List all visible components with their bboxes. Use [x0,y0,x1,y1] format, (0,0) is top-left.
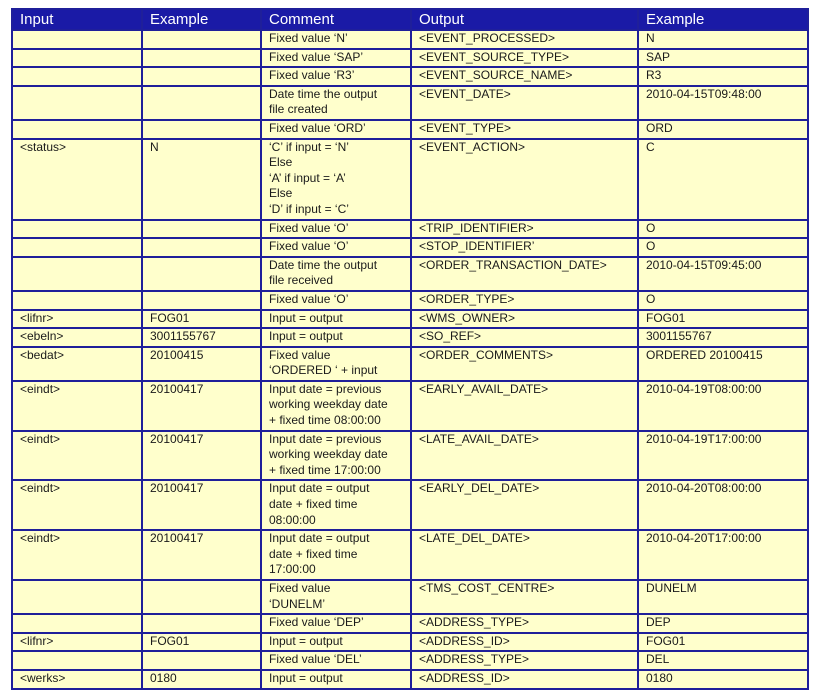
input-example-cell: 20100417 [142,431,261,481]
output-example-cell: O [638,291,808,310]
output-example-cell: O [638,220,808,239]
comment-cell: Fixed value ‘DUNELM’ [261,580,411,614]
input-cell: <ebeln> [12,328,142,347]
input-cell [12,238,142,257]
input-cell: <lifnr> [12,633,142,652]
input-cell: <eindt> [12,431,142,481]
input-cell [12,30,142,49]
table-row [12,633,808,652]
input-cell [12,651,142,670]
table-row [12,670,808,689]
input-example-cell [142,86,261,120]
input-example-cell: N [142,139,261,220]
output-example-cell: DEP [638,614,808,633]
comment-cell: Fixed value ‘R3’ [261,67,411,86]
input-cell: <eindt> [12,381,142,431]
output-cell: <STOP_IDENTIFIER’ [411,238,638,257]
header-input: Input [12,9,142,30]
output-cell: <EARLY_AVAIL_DATE> [411,381,638,431]
input-cell: <eindt> [12,480,142,530]
comment-cell: ‘C’ if input = ‘N’ Else ‘A’ if input = ‘A’ Else ‘D’ if input = ‘C’ [261,139,411,220]
table-row [12,257,808,291]
table-row [12,220,808,239]
input-cell [12,120,142,139]
comment-cell: Fixed value ‘O’ [261,291,411,310]
output-cell: <EVENT_PROCESSED> [411,30,638,49]
header-output: Output [411,9,638,30]
output-example-cell: 2010-04-19T17:00:00 [638,431,808,481]
output-example-cell: 2010-04-20T08:00:00 [638,480,808,530]
output-example-cell: ORD [638,120,808,139]
comment-cell: Input date = output date + fixed time 17:00:00 [261,530,411,580]
input-cell [12,257,142,291]
input-cell: <status> [12,139,142,220]
input-example-cell [142,580,261,614]
input-cell [12,220,142,239]
output-example-cell: O [638,238,808,257]
input-cell [12,614,142,633]
header-comment: Comment [261,9,411,30]
output-cell: <SO_REF> [411,328,638,347]
input-example-cell: FOG01 [142,633,261,652]
table-row [12,49,808,68]
comment-cell: Input date = output date + fixed time 08:00:00 [261,480,411,530]
output-cell: <EVENT_DATE> [411,86,638,120]
comment-cell: Input = output [261,670,411,689]
output-cell: <EVENT_ACTION> [411,139,638,220]
output-cell: <LATE_AVAIL_DATE> [411,431,638,481]
comment-cell: Fixed value ‘DEL’ [261,651,411,670]
mapping-table-container [11,8,809,690]
input-example-cell [142,651,261,670]
input-cell: <bedat> [12,347,142,381]
output-example-cell: DEL [638,651,808,670]
input-example-cell: 20100417 [142,480,261,530]
table-row [12,580,808,614]
output-example-cell: DUNELM [638,580,808,614]
output-cell: <ADDRESS_TYPE> [411,651,638,670]
input-example-cell [142,30,261,49]
table-row [12,310,808,329]
comment-cell: Input = output [261,328,411,347]
table-row [12,431,808,481]
table-row [12,651,808,670]
input-example-cell: 20100417 [142,530,261,580]
comment-cell: Fixed value ‘O’ [261,238,411,257]
comment-cell: Fixed value ‘ORD’ [261,120,411,139]
field-mapping-table [11,8,809,690]
input-example-cell [142,238,261,257]
comment-cell: Fixed value ‘DEP’ [261,614,411,633]
output-cell: <ORDER_TRANSACTION_DATE> [411,257,638,291]
table-row [12,120,808,139]
header-output-example: Example [638,9,808,30]
input-example-cell [142,49,261,68]
input-example-cell: 20100417 [142,381,261,431]
table-row [12,328,808,347]
output-cell: <ORDER_TYPE> [411,291,638,310]
input-example-cell: 20100415 [142,347,261,381]
input-cell: <eindt> [12,530,142,580]
output-cell: <EARLY_DEL_DATE> [411,480,638,530]
input-example-cell [142,67,261,86]
output-cell: <TRIP_IDENTIFIER> [411,220,638,239]
comment-cell: Input date = previous working weekday date + fixed time 17:00:00 [261,431,411,481]
comment-cell: Fixed value ‘SAP’ [261,49,411,68]
input-cell [12,67,142,86]
output-cell: <WMS_OWNER> [411,310,638,329]
input-cell [12,49,142,68]
comment-cell: Input date = previous working weekday date + fixed time 08:00:00 [261,381,411,431]
input-cell [12,580,142,614]
table-row [12,381,808,431]
output-cell: <ADDRESS_ID> [411,670,638,689]
input-cell [12,86,142,120]
output-cell: <ADDRESS_ID> [411,633,638,652]
output-cell: <ORDER_COMMENTS> [411,347,638,381]
table-row [12,480,808,530]
comment-cell: Input = output [261,310,411,329]
output-cell: <EVENT_TYPE> [411,120,638,139]
output-cell: <EVENT_SOURCE_TYPE> [411,49,638,68]
output-example-cell: 2010-04-20T17:00:00 [638,530,808,580]
output-example-cell: FOG01 [638,633,808,652]
output-cell: <TMS_COST_CENTRE> [411,580,638,614]
table-row [12,347,808,381]
output-example-cell: SAP [638,49,808,68]
table-row [12,238,808,257]
input-cell: <werks> [12,670,142,689]
header-row [12,9,808,30]
output-example-cell: ORDERED 20100415 [638,347,808,381]
table-body [12,30,808,689]
table-row [12,67,808,86]
input-cell [12,291,142,310]
output-cell: <EVENT_SOURCE_NAME> [411,67,638,86]
output-example-cell: FOG01 [638,310,808,329]
comment-cell: Fixed value ‘N’ [261,30,411,49]
input-example-cell: 0180 [142,670,261,689]
comment-cell: Fixed value ‘ORDERED ‘ + input [261,347,411,381]
comment-cell: Input = output [261,633,411,652]
table-row [12,30,808,49]
input-example-cell: FOG01 [142,310,261,329]
input-example-cell [142,257,261,291]
output-cell: <ADDRESS_TYPE> [411,614,638,633]
output-example-cell: R3 [638,67,808,86]
comment-cell: Date time the output file received [261,257,411,291]
table-row [12,291,808,310]
comment-cell: Fixed value ‘O’ [261,220,411,239]
table-row [12,614,808,633]
output-example-cell: 3001155767 [638,328,808,347]
table-row [12,86,808,120]
table-header [12,9,808,30]
input-cell: <lifnr> [12,310,142,329]
output-example-cell: 2010-04-19T08:00:00 [638,381,808,431]
table-row [12,530,808,580]
table-row [12,139,808,220]
input-example-cell: 3001155767 [142,328,261,347]
comment-cell: Date time the output file created [261,86,411,120]
output-example-cell: C [638,139,808,220]
output-example-cell: N [638,30,808,49]
output-example-cell: 2010-04-15T09:48:00 [638,86,808,120]
input-example-cell [142,614,261,633]
input-example-cell [142,120,261,139]
output-example-cell: 0180 [638,670,808,689]
input-example-cell [142,291,261,310]
header-input-example: Example [142,9,261,30]
output-example-cell: 2010-04-15T09:45:00 [638,257,808,291]
output-cell: <LATE_DEL_DATE> [411,530,638,580]
input-example-cell [142,220,261,239]
